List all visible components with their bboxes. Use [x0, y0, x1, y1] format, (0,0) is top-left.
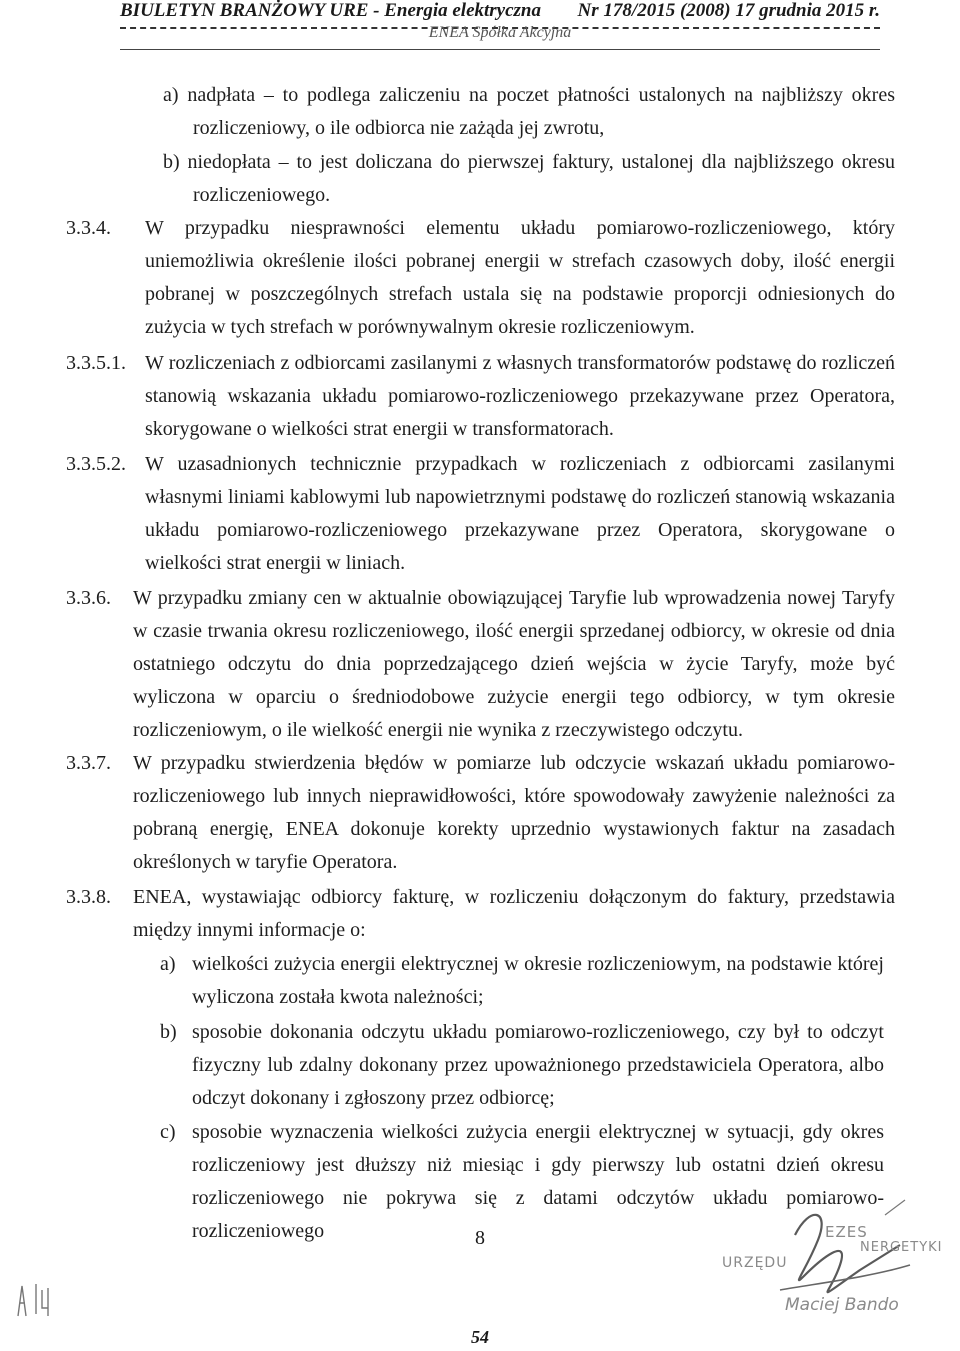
subitem-a-label: a)	[160, 953, 176, 975]
handwritten-initials	[12, 1278, 57, 1323]
stamp-line-3: NERGETYKI	[860, 1240, 943, 1255]
list-item-b-underpayment: b) niedopłata – to jest doliczana do pierwszej faktury, ustalonej dla najbliższego okresu rozliczeniowego.	[163, 151, 895, 206]
stamp-line-1: EZES	[825, 1223, 868, 1241]
section-number-3-3-4: 3.3.4.	[66, 217, 111, 239]
bulletin-page-number: 54	[471, 1327, 489, 1347]
page-number: 8	[475, 1227, 485, 1249]
section-3-3-4-text: W przypadku niesprawności elementu układu pomiarowo-rozliczeniowego, który uniemożliwia określenie ilości pobranej energii w strefach czasowych doby, ilość energii pobranej w poszczególnych strefach ustala się na podstawie proporcji odniesionych do zużycia w tych strefach w porównywalnym okresie rozliczeniowym.	[145, 217, 895, 338]
subitem-b-text: sposobie dokonania odczytu układu pomiarowo-rozliczeniowego, czy był to odczyt fizyczny lub zdalny dokonany przez upoważnionego przedstawiciela Operatora, albo odczyt dokonany i zgłoszony przez odbiorcę;	[192, 1021, 884, 1109]
stamp-line-2: URZĘDU	[722, 1255, 788, 1271]
bulletin-title: BIULETYN BRANŻOWY URE - Energia elektryczna	[120, 0, 541, 21]
subitem-c-label: c)	[160, 1121, 176, 1143]
section-number-3-3-6: 3.3.6.	[66, 587, 111, 609]
subitem-a-text: wielkości zużycia energii elektrycznej w okresie rozliczeniowym, na podstawie której wyliczona została kwota należności;	[192, 953, 884, 1008]
subitem-b-label: b)	[160, 1021, 177, 1043]
list-item-a-overpayment: a) nadpłata – to podlega zaliczeniu na poczet płatności ustalonych na najbliższy okres rozliczeniowy, o ile odbiorca nie zażąda jej zwrotu,	[163, 84, 895, 139]
signatory-name: Maciej Bando	[785, 1295, 899, 1315]
section-number-3-3-7: 3.3.7.	[66, 752, 111, 774]
section-number-3-3-8: 3.3.8.	[66, 886, 111, 908]
section-3-3-8-text: ENEA, wystawiając odbiorcy fakturę, w rozliczeniu dołączonym do faktury, przedstawia między innymi informacje o:	[133, 886, 895, 941]
section-3-3-6-text: W przypadku zmiany cen w aktualnie obowiązującej Taryfie lub wprowadzenia nowej Taryfy w czasie trwania okresu rozliczeniowego, ilość energii sprzedanej odbiorcy, w okresie od dnia ostatniego odczytu do dnia poprzedzającego dzień wejścia w życie Taryfy, może być wyliczona w oparciu o średniodobowe zużycie energii tego odbiorcy, w tym okresie rozliczeniowym, o ile wielkość energii nie wynika z rzeczywistego odczytu.	[133, 587, 895, 741]
section-number-3-3-5-1: 3.3.5.1.	[66, 352, 126, 374]
section-3-3-7-text: W przypadku stwierdzenia błędów w pomiarze lub odczycie wskazań układu pomiarowo-rozliczeniowego lub innych nieprawidłowości, które spowodowały zawyżenie należności za pobraną energię, ENEA dokonuje korekty uprzednio wystawionych faktur na zasadach określonych w taryfie Operatora.	[133, 752, 895, 873]
section-number-3-3-5-2: 3.3.5.2.	[66, 453, 126, 475]
section-3-3-5-2-text: W uzasadnionych technicznie przypadkach w rozliczeniach z odbiorcami zasilanymi własnymi liniami kablowymi lub napowietrznymi podstawę do rozliczeń stanowią wskazania układu pomiarowo-rozliczeniowego przekazywane przez Operatora, skorygowane o wielkości strat energii w liniach.	[145, 453, 895, 574]
running-header	[120, 0, 880, 54]
header-rule	[120, 49, 880, 50]
subitem-c-text: sposobie wyznaczenia wielkości zużycia energii elektrycznej w sytuacji, gdy okres rozliczeniowy jest dłuższy niż miesiąc i gdy pierwszy lub ostatni dzień okresu rozliczeniowego nie pokrywa się z datami odczytów układu pomiarowo- rozliczeniowego	[192, 1121, 884, 1242]
bulletin-issue: Nr 178/2015 (2008) 17 grudnia 2015 r.	[577, 0, 880, 21]
section-3-3-5-1-text: W rozliczeniach z odbiorcami zasilanymi z własnych transformatorów podstawę do rozliczeń stanowią wskazania układu pomiarowo-rozliczeniowego przekazywane przez Operatora, skorygowane o wielkości strat energii w transformatorach.	[145, 352, 895, 440]
company-name: ENEA Spółka Akcyjna	[428, 24, 572, 41]
